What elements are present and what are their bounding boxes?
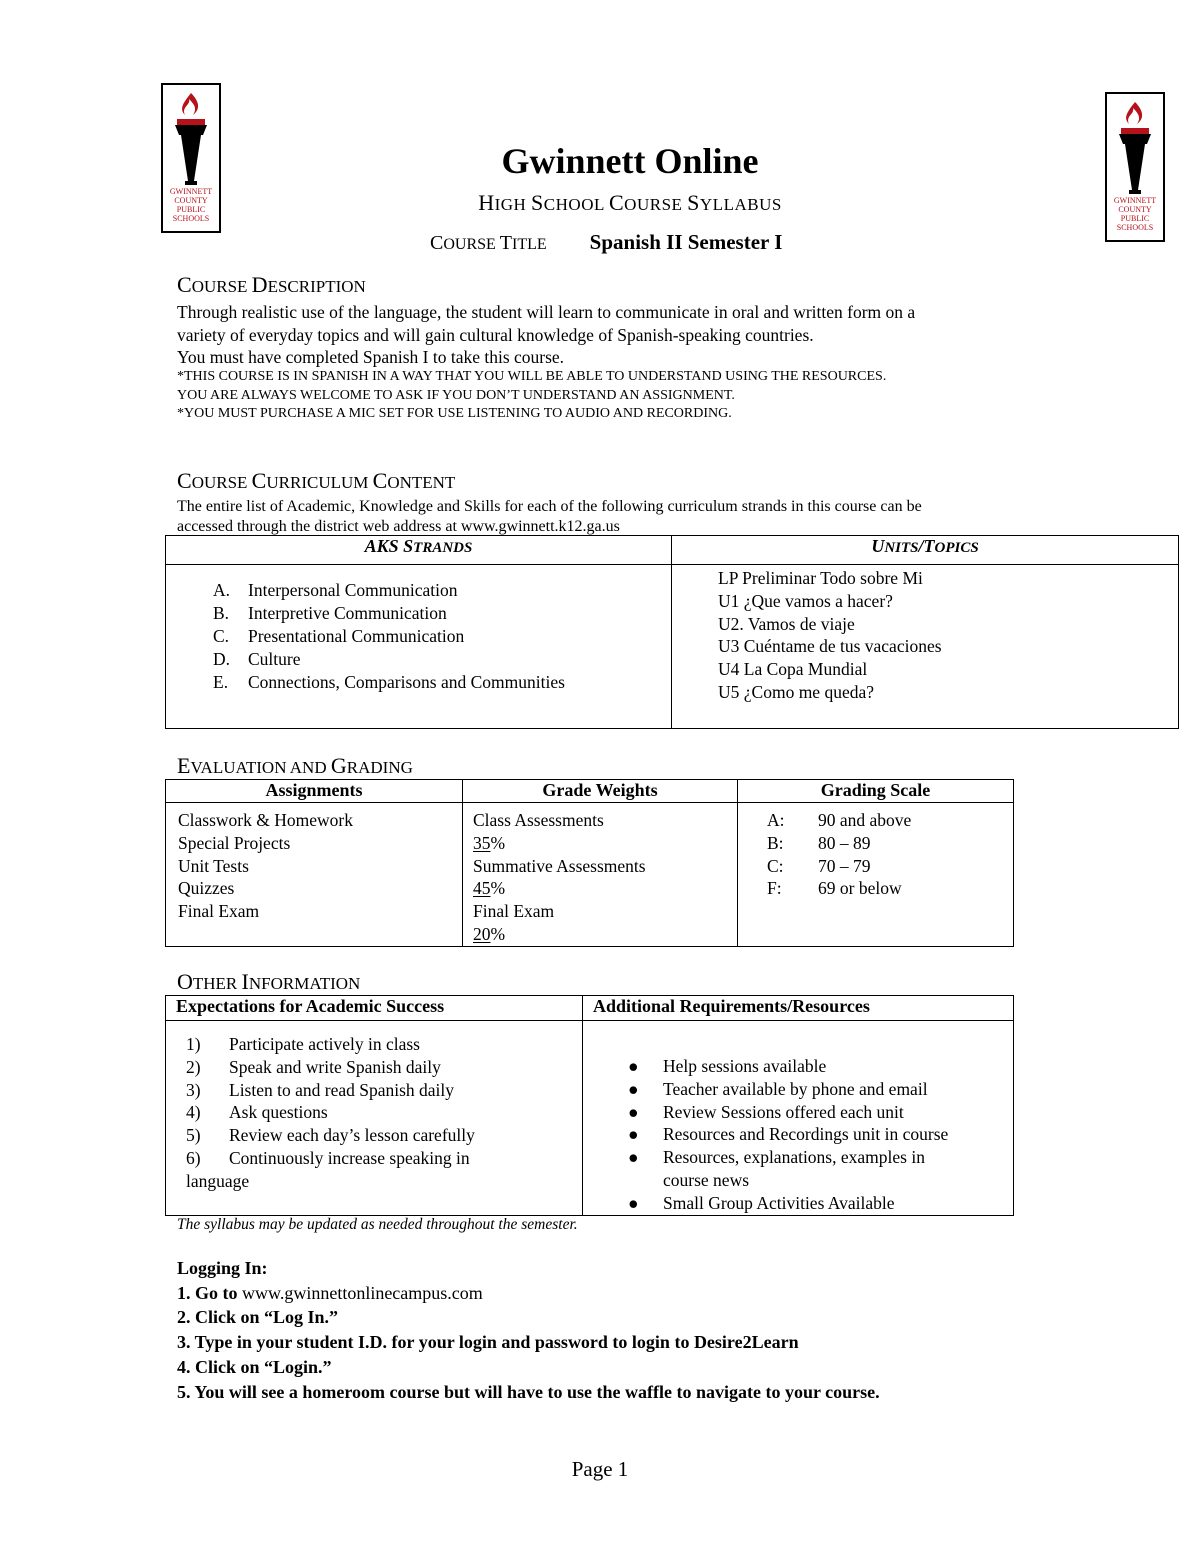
bullet-icon: ● xyxy=(628,1192,639,1213)
grading-scale-header: Grading Scale xyxy=(738,780,1014,803)
list-item: 3) Listen to and read Spanish daily xyxy=(186,1079,455,1100)
list-item: B: 80 – 89 xyxy=(767,832,871,853)
list-item: C. Presentational Communication xyxy=(213,626,465,646)
list-item-continuation: language xyxy=(186,1170,250,1191)
aks-table xyxy=(165,535,1179,729)
list-item: Classwork & Homework xyxy=(178,810,353,830)
grade-weights-cell xyxy=(463,803,738,947)
requirements-header: Additional Requirements/Resources xyxy=(583,996,1014,1021)
list-item: A: 90 and above xyxy=(767,810,912,830)
list-item: D. Culture xyxy=(213,649,301,669)
list-item: LP Preliminar Todo sobre Mi xyxy=(718,568,923,588)
list-item: E. Connections, Comparisons and Communities xyxy=(213,672,565,692)
expectations-cell xyxy=(166,1021,583,1216)
description-text: Through realistic use of the language, the student will learn to communicate in oral and written form on a variety of everyday topics and will gain cultural knowledge of Spanish-speaking countries. You must have completed Spanish I to take this course. xyxy=(177,302,916,367)
units-topics-header: UNITS/TOPICS xyxy=(672,536,1179,565)
list-item: U4 La Copa Mundial xyxy=(718,659,868,680)
page-number: Page 1 xyxy=(571,1457,629,1481)
list-item: Final Exam xyxy=(473,901,555,922)
login-title: Logging In: xyxy=(177,1258,268,1278)
login-step: 1. Go to www.gwinnettonlinecampus.com xyxy=(177,1282,483,1303)
list-item: Special Projects xyxy=(178,832,291,853)
list-item: ● Teacher available by phone and email xyxy=(628,1078,928,1099)
list-item: 6) Continuously increase speaking in xyxy=(186,1147,470,1168)
section-heading-evaluation: EVALUATION AND GRADING xyxy=(177,753,413,778)
aks-strands-cell xyxy=(166,565,672,729)
section-heading-description: COURSE DESCRIPTION xyxy=(177,272,366,297)
login-step: 4. Click on “Login.” xyxy=(177,1356,332,1377)
weight-value: 45% xyxy=(473,878,506,899)
course-title-value: Spanish II Semester I xyxy=(589,230,783,254)
list-item: 1) Participate actively in class xyxy=(186,1034,420,1054)
assignments-cell xyxy=(166,803,463,947)
logo-text-line: COUNTY xyxy=(1118,205,1152,214)
login-step: 3. Type in your student I.D. for your login and password to login to Desire2Learn xyxy=(177,1332,799,1353)
list-item: Summative Assessments xyxy=(473,855,646,876)
list-item: Final Exam xyxy=(178,901,260,922)
bullet-icon: ● xyxy=(628,1078,639,1099)
other-info-table xyxy=(165,995,1014,1216)
bullet-icon: ● xyxy=(628,1101,639,1122)
syllabus-note: The syllabus may be updated as needed throughout the semester. xyxy=(177,1216,578,1233)
login-url-link[interactable]: www.gwinnettonlinecampus.com xyxy=(242,1282,483,1303)
list-item: ● Resources and Recordings unit in course xyxy=(628,1124,949,1145)
list-item: 4) Ask questions xyxy=(186,1102,328,1123)
grade-weights-header: Grade Weights xyxy=(463,780,738,803)
aks-strands-header: AKS STRANDS xyxy=(166,536,672,565)
logo-text-line: PUBLIC xyxy=(176,205,206,214)
bullet-icon: ● xyxy=(628,1124,639,1145)
list-item: 5) Review each day’s lesson carefully xyxy=(186,1125,475,1146)
list-item: U1 ¿Que vamos a hacer? xyxy=(718,590,893,611)
list-item: ● Help sessions available xyxy=(628,1056,827,1076)
logo-text-line: COUNTY xyxy=(174,196,208,205)
list-item: Class Assessments xyxy=(473,810,604,830)
list-item: U5 ¿Como me queda? xyxy=(718,681,874,702)
assignments-header: Assignments xyxy=(166,780,463,803)
list-item: ● Small Group Activities Available xyxy=(628,1192,895,1213)
list-item: ● Review Sessions offered each unit xyxy=(628,1101,904,1122)
list-item: 2) Speak and write Spanish daily xyxy=(186,1056,441,1077)
login-instructions xyxy=(177,1256,880,1404)
list-item: U3 Cuéntame de tus vacaciones xyxy=(718,636,942,657)
section-heading-other: OTHER INFORMATION xyxy=(177,969,361,994)
bullet-icon: ● xyxy=(628,1147,639,1168)
requirements-cell xyxy=(583,1021,1014,1216)
logo-text-line: SCHOOLS xyxy=(172,214,210,223)
logo-text-line: PUBLIC xyxy=(1120,214,1150,223)
logo-text-line: GWINNETT xyxy=(1113,196,1157,205)
list-item: A. Interpersonal Communication xyxy=(213,580,458,600)
list-item: Unit Tests xyxy=(178,855,249,876)
description-notes: *THIS COURSE IS IN SPANISH IN A WAY THAT YOU WILL BE ABLE TO UNDERSTAND USING THE RESOURCES. YOU ARE ALWAYS WELCOME TO ASK IF YOU DON’T UNDERSTAND AN ASSIGNMENT. *YOU MUST PURCHASE A MIC SET FOR USE LISTENING TO AUDIO AND RECORDING. xyxy=(177,369,887,421)
units-topics-cell xyxy=(672,565,1179,729)
expectations-header: Expectations for Academic Success xyxy=(166,996,583,1021)
list-item: U2. Vamos de viaje xyxy=(718,613,855,634)
bullet-icon: ● xyxy=(628,1056,639,1076)
page-subtitle: HIGH SCHOOL COURSE SYLLABUS xyxy=(478,190,782,215)
page-title: Gwinnett Online xyxy=(501,141,759,181)
section-heading-curriculum: COURSE CURRICULUM CONTENT xyxy=(177,468,456,493)
course-title-row xyxy=(430,230,782,255)
curriculum-intro: The entire list of Academic, Knowledge and Skills for each of the following curriculum strands in this course can be accessed through the district web address at www.gwinnett.k12.ga.us xyxy=(177,498,922,535)
list-item: ● Resources, explanations, examples in course news xyxy=(628,1147,925,1190)
weight-value: 20% xyxy=(473,923,506,944)
list-item: B. Interpretive Communication xyxy=(213,603,447,623)
logo-text-line: GWINNETT xyxy=(169,187,213,196)
weight-value: 35% xyxy=(473,832,506,853)
logo-text-line: SCHOOLS xyxy=(1116,223,1154,232)
list-item: Quizzes xyxy=(178,878,235,899)
login-step: 5. You will see a homeroom course but will have to use the waffle to navigate to your course. xyxy=(177,1381,880,1402)
login-step: 2. Click on “Log In.” xyxy=(177,1307,339,1328)
grading-scale-cell xyxy=(738,803,1014,947)
list-item: C: 70 – 79 xyxy=(767,855,871,876)
list-item: F: 69 or below xyxy=(767,878,902,899)
course-title-label: COURSE TITLE xyxy=(430,232,547,254)
evaluation-table xyxy=(165,779,1014,947)
